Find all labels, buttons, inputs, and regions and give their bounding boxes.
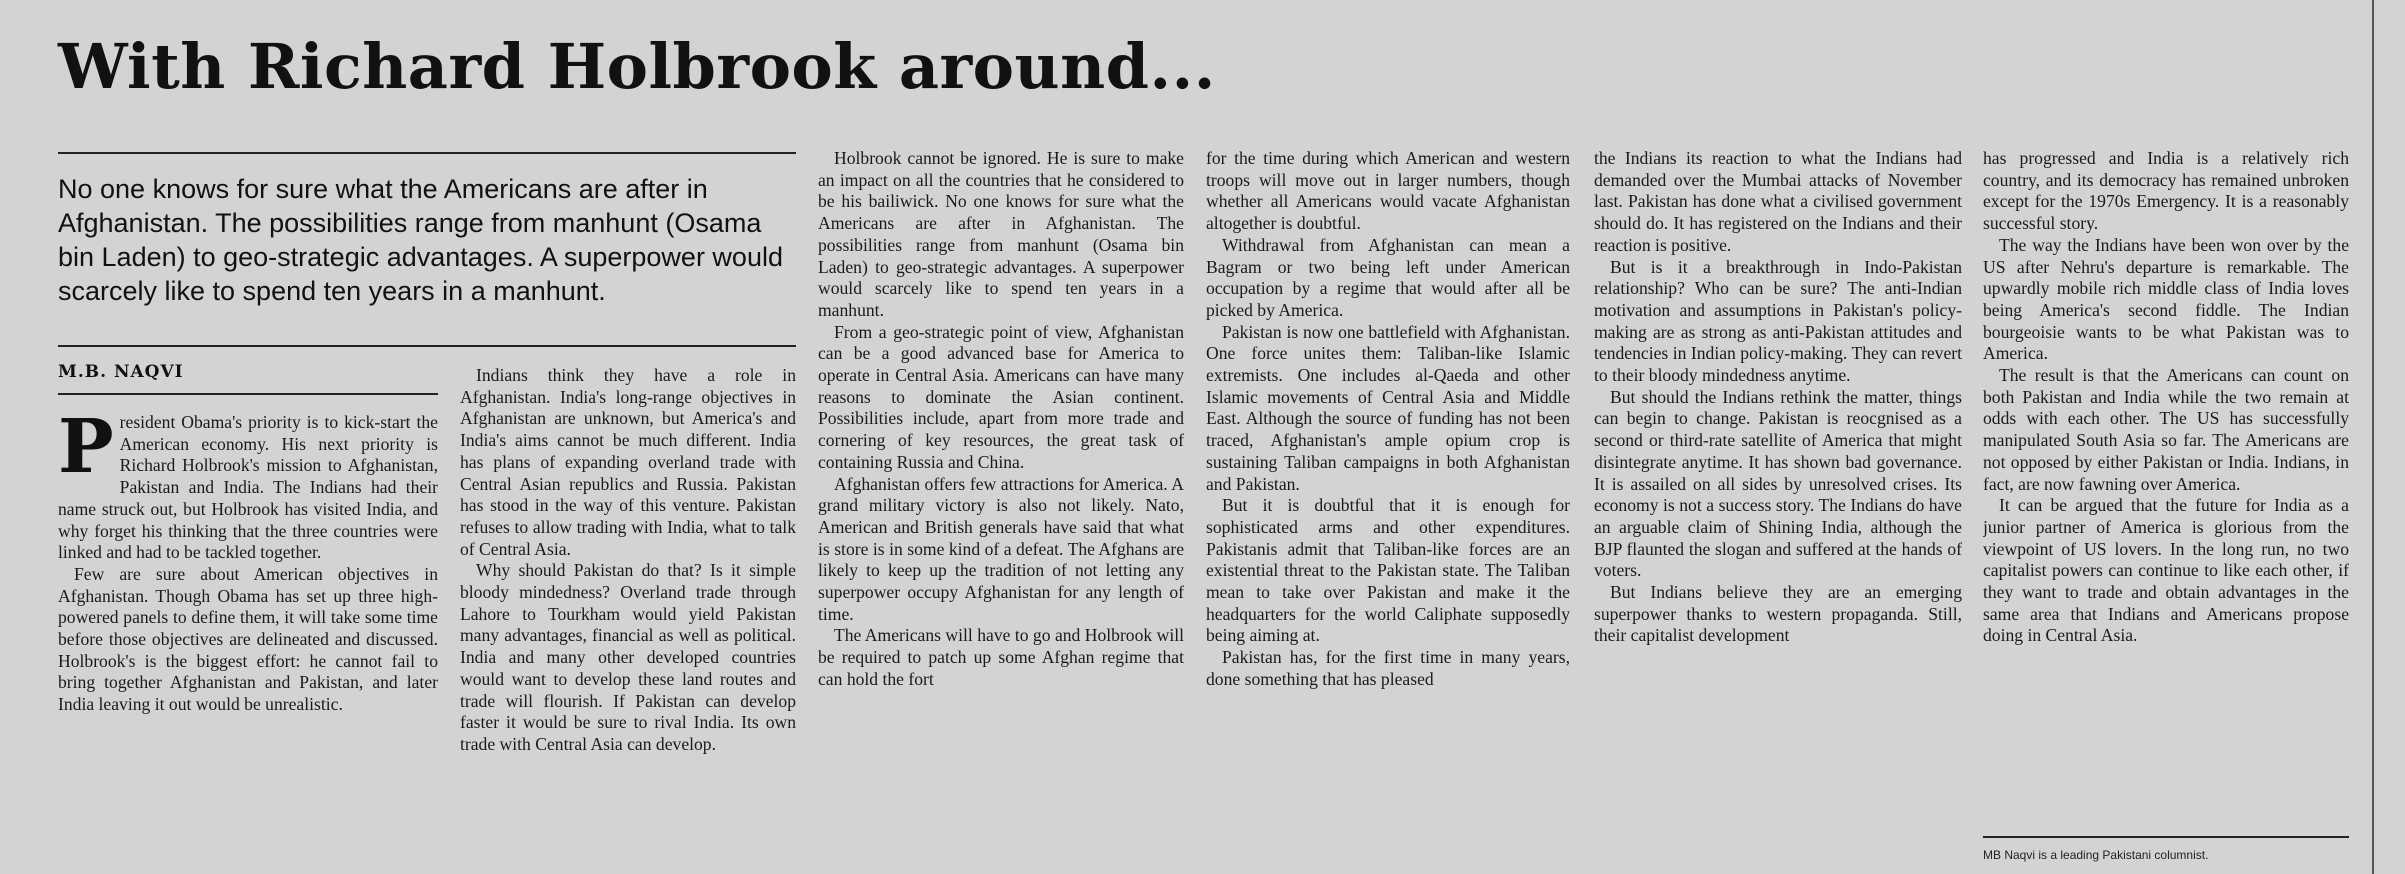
article-column-2 xyxy=(460,365,796,868)
column-2-paragraph-2: Why should Pakistan do that? Is it simple bloody mindedness? Overland trade through Lahore to Tourkham would yield Pakistan many advantages, financial as well as political. India and many other developed countries would want to develop these land routes and trade will flourish. If Pakistan can develop faster it would be sure to rival India. Its own trade with Central Asia can develop. xyxy=(460,560,796,754)
article-column-3 xyxy=(818,148,1184,868)
column-6-paragraph-4: It can be argued that the future for India as a junior partner of America is glorious from the viewpoint of US lovers. In the long run, no two capitalist powers can continue to like each other, if they want to trade and obtain advantages in the same area that Indians and Americans propose doing in Central Asia. xyxy=(1983,495,2349,646)
column-1-paragraph-1 xyxy=(58,412,438,564)
column-6-paragraph-2: The way the Indians have been won over by the US after Nehru's departure is remarkable. The upwardly mobile rich middle class of India loves being America's second fiddle. The Indian bourgeoisie wants to be what Pakistan was to America. xyxy=(1983,234,2349,364)
article-headline: With Richard Holbrook around... xyxy=(58,30,1216,103)
column-4-paragraph-2: Withdrawal from Afghanistan can mean a Bagram or two being left under American occupation by a regime that would after all be picked by America. xyxy=(1206,234,1570,320)
column-3-paragraph-2: From a geo-strategic point of view, Afghanistan can be a good advanced base for America to operate in Central Asia. Americans can have many reasons to dominate the Asian continent. Possibilities include, apart from more trade and cornering of key resources, the great task of containing Russia and China. xyxy=(818,321,1184,472)
column-5-paragraph-4: But Indians believe they are an emerging superpower thanks to western propaganda. Still, their capitalist development xyxy=(1594,582,1962,646)
column-3-paragraph-4: The Americans will have to go and Holbrook will be required to patch up some Afghan regime that can hold the fort xyxy=(818,625,1184,689)
column-2-paragraph-1: Indians think they have a role in Afghanistan. India's long-range objectives in Afghanistan are unknown, but America's and India's aims cannot be much different. India has plans of expanding overland trade with Central Asian republics and Russia. Pakistan has stood in the way of this venture. Pakistan refuses to allow trading with India, what to talk of Central Asia. xyxy=(460,365,796,559)
author-footnote: MB Naqvi is a leading Pakistani columnist. xyxy=(1983,848,2209,862)
column-5-paragraph-2: But is it a breakthrough in Indo-Pakistan relationship? Who can be sure? The anti-Indian motivation and assumptions in Pakistan's policy-making are as strong as anti-Pakistan attitudes and tendencies in Indian policy-making. They can revert to their bloody mindedness anytime. xyxy=(1594,256,1962,386)
byline-rule xyxy=(58,393,438,395)
column-4-paragraph-3: Pakistan is now one battlefield with Afghanistan. One force unites them: Taliban-like Islamic extremists. One includes al-Qaeda and other Islamic movements of Central Asia and Middle East. Although the source of funding has not been traced, Afghanistan's ample opium crop is sustaining Taliban campaigns in both Afghanistan and Pakistan. xyxy=(1206,321,1570,494)
article-standfirst: No one knows for sure what the Americans are after in Afghanistan. The possibilities range from manhunt (Osama bin Laden) to geo-strategic advantages. A superpower would scarcely like to spend ten years in a manhunt. xyxy=(58,174,783,306)
column-4-paragraph-1: for the time during which American and western troops will move out in larger numbers, though whether all Americans would vacate Afghanistan altogether is doubtful. xyxy=(1206,148,1570,234)
column-3-paragraph-3: Afghanistan offers few attractions for America. A grand military victory is also not likely. Nato, American and British generals have said that what is store is in some kind of a defeat. The Afghans are likely to keep up the tradition of not letting any superpower occupy Afghanistan for any length of time. xyxy=(818,473,1184,624)
drop-cap: P xyxy=(58,412,114,490)
column-3-paragraph-1: Holbrook cannot be ignored. He is sure to make an impact on all the countries that he considered to be his bailiwick. No one knows for sure what the Americans are after in Afghanistan. The possibilities range from manhunt (Osama bin Laden) to geo-strategic advantages. A superpower would scarcely like to spend ten years in a manhunt. xyxy=(818,148,1184,320)
article-column-4 xyxy=(1206,148,1570,868)
column-4-paragraph-5: Pakistan has, for the first time in many years, done something that has pleased xyxy=(1206,647,1570,689)
page-edge-divider xyxy=(2372,0,2374,874)
standfirst-top-rule xyxy=(58,152,796,154)
column-1-paragraph-2: Few are sure about American objectives in Afghanistan. Though Obama has set up three high-powered panels to define them, it will take some time before those objectives are delineated and discussed. Holbrook's is the biggest effort: he cannot fail to bring together Afghanistan and Pakistan, and later India leaving it out would be unrealistic. xyxy=(58,563,438,715)
standfirst-bottom-rule xyxy=(58,345,796,347)
article-column-5 xyxy=(1594,148,1962,868)
author-byline: M.B. NAQVI xyxy=(58,362,184,382)
column-5-paragraph-3: But should the Indians rethink the matter, things can begin to change. Pakistan is reocgnised as a second or third-rate satellite of America that might disintegrate anytime. It has shown bad governance. It is assailed on all sides by unresolved crises. Its economy is not a success story. The Indians do have an arguable claim of Shining India, although the BJP flaunted the slogan and suffered at the hands of voters. xyxy=(1594,386,1962,581)
article-column-6 xyxy=(1983,148,2349,830)
column-6-paragraph-1: has progressed and India is a relatively rich country, and its democracy has remained unbroken except for the 1970s Emergency. It is a reasonably successful story. xyxy=(1983,148,2349,234)
article-column-1 xyxy=(58,412,438,868)
column-6-paragraph-3: The result is that the Americans can count on both Pakistan and India while the two remain at odds with each other. The US has successfully manipulated South Asia so far. The Americans are not opposed by either Pakistan or India. Indians, in fact, are now fawning over America. xyxy=(1983,365,2349,494)
column-1-paragraph-1-text: resident Obama's priority is to kick-start the American economy. His next priority is Richard Holbrook's mission to Afghanistan, Pakistan and India. The Indians had their name struck out, but Holbrook has visited India, and why forget his thinking that the three countries were linked and had to be tackled together. xyxy=(58,412,438,563)
column-4-paragraph-4: But it is doubtful that it is enough for sophisticated arms and other expenditures. Pakistanis admit that Taliban-like forces are an existential threat to the Pakistan state. The Taliban mean to take over Pakistan and make it the headquarters for the world Caliphate supposedly being aiming at. xyxy=(1206,495,1570,646)
footnote-rule xyxy=(1983,836,2349,838)
column-5-paragraph-1: the Indians its reaction to what the Indians had demanded over the Mumbai attacks of November last. Pakistan has done what a civilised government should do. It has registered on the Indians and their reaction is positive. xyxy=(1594,148,1962,255)
